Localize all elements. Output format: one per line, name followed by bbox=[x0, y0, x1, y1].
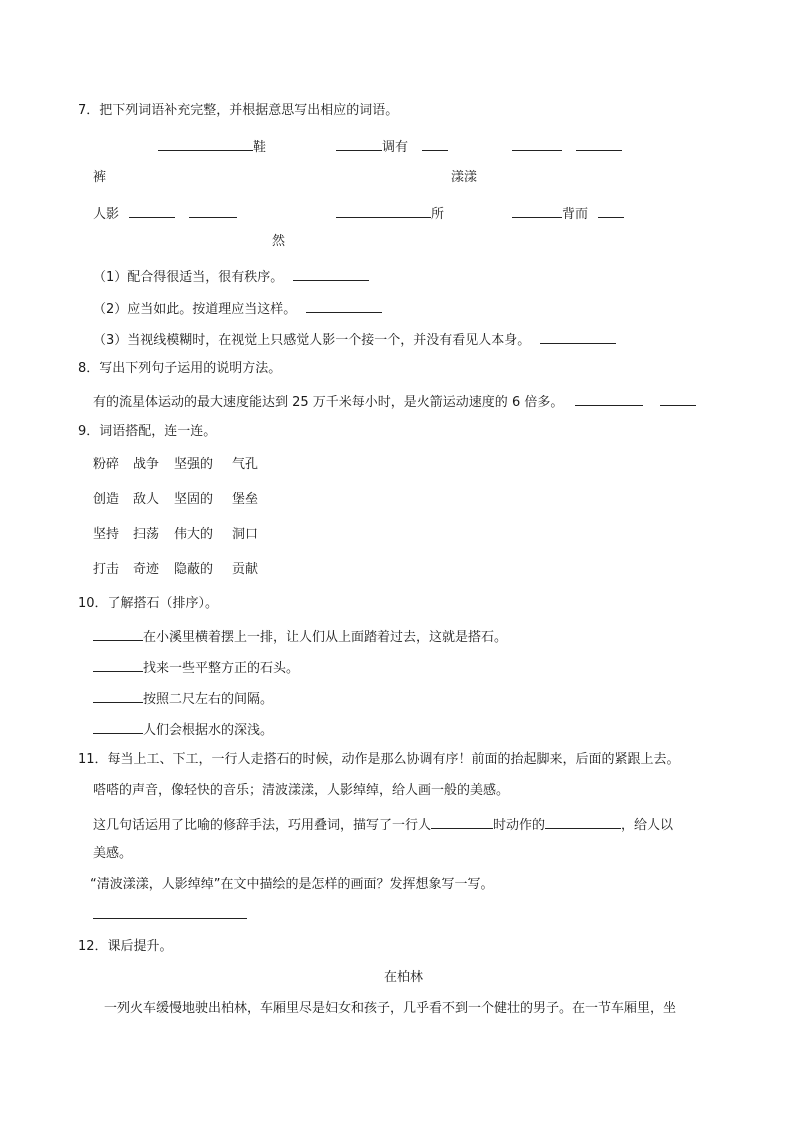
text: 时动作的 bbox=[493, 818, 546, 833]
item-text: 在小溪里横着摆上一排，让人们从上面踏着过去，这就是搭石。 bbox=[143, 630, 508, 645]
match-word[interactable]: 气孔 bbox=[232, 457, 259, 472]
q7-row2b-mid: 然 bbox=[272, 234, 286, 249]
q7-row1-item3 bbox=[512, 137, 622, 156]
answer-blank[interactable] bbox=[422, 137, 448, 151]
answer-blank[interactable] bbox=[598, 204, 624, 218]
q7-item-2 bbox=[93, 299, 382, 318]
q7-row2-item2 bbox=[336, 204, 444, 223]
q11-line5: “清波漾漾，人影绰绰”在文中描绘的是怎样的画面？发挥想象写一写。 bbox=[90, 877, 494, 892]
answer-blank[interactable] bbox=[93, 627, 143, 641]
q12-title: 12．课后提升。 bbox=[78, 939, 173, 954]
article-title: 在柏林 bbox=[384, 970, 424, 985]
q7-row2-item1 bbox=[93, 204, 237, 223]
q10-title: 10．了解搭石（排序）。 bbox=[78, 596, 219, 611]
q11-answer-line bbox=[93, 905, 247, 924]
text: 这几句话运用了比喻的修辞手法，巧用叠词，描写了一行人 bbox=[93, 818, 432, 833]
answer-blank[interactable] bbox=[545, 815, 621, 829]
item-text: （1）配合得很适当，很有秩序。 bbox=[93, 270, 284, 285]
answer-blank[interactable] bbox=[93, 689, 143, 703]
q11-line2: 嗒嗒的声音，像轻快的音乐；清波漾漾，人影绰绰，给人画一般的美感。 bbox=[93, 783, 510, 798]
answer-blank[interactable] bbox=[158, 137, 253, 151]
word-fragment: 背而 bbox=[562, 207, 589, 222]
answer-blank[interactable] bbox=[336, 204, 431, 218]
answer-blank[interactable] bbox=[189, 204, 237, 218]
q7-item-1 bbox=[93, 267, 369, 286]
match-word[interactable]: 敌人 bbox=[133, 492, 160, 507]
answer-blank[interactable] bbox=[306, 299, 382, 313]
match-word[interactable]: 扫荡 bbox=[133, 527, 160, 542]
q11-line3 bbox=[93, 815, 673, 834]
answer-blank[interactable] bbox=[336, 137, 382, 151]
article-paragraph: 一列火车缓慢地驶出柏林，车厢里尽是妇女和孩子，几乎看不到一个健壮的男子。在一节车厢里，坐 bbox=[104, 1001, 677, 1016]
answer-blank[interactable] bbox=[93, 905, 247, 919]
q10-item bbox=[93, 627, 507, 646]
q7-row1-item1 bbox=[158, 137, 266, 156]
q10-item bbox=[93, 720, 273, 739]
answer-blank[interactable] bbox=[540, 330, 616, 344]
answer-blank[interactable] bbox=[512, 137, 562, 151]
q7-row2-item3 bbox=[512, 204, 624, 223]
answer-blank[interactable] bbox=[293, 267, 369, 281]
match-word[interactable]: 伟大的 bbox=[174, 527, 214, 542]
answer-blank[interactable] bbox=[431, 815, 493, 829]
match-word[interactable]: 坚强的 bbox=[174, 457, 214, 472]
item-text: （2）应当如此。按道理应当这样。 bbox=[93, 302, 297, 317]
q8-sentence bbox=[93, 392, 696, 411]
q11-line4: 美感。 bbox=[93, 846, 133, 861]
item-text: 人们会根据水的深浅。 bbox=[143, 723, 274, 738]
q7-title: 7．把下列词语补充完整，并根据意思写出相应的词语。 bbox=[78, 103, 399, 118]
match-word[interactable]: 坚固的 bbox=[174, 492, 214, 507]
word-fragment: 鞋 bbox=[253, 140, 267, 155]
q7-row1-item2 bbox=[336, 137, 448, 156]
match-word[interactable]: 贡献 bbox=[232, 562, 259, 577]
match-word[interactable]: 奇迹 bbox=[133, 562, 160, 577]
q9-title: 9．词语搭配，连一连。 bbox=[78, 424, 217, 439]
q7-row1b-mid: 漾漾 bbox=[451, 170, 478, 185]
answer-blank[interactable] bbox=[576, 137, 622, 151]
match-word[interactable]: 战争 bbox=[133, 457, 160, 472]
answer-blank[interactable] bbox=[575, 392, 643, 406]
answer-blank[interactable] bbox=[129, 204, 175, 218]
answer-blank[interactable] bbox=[660, 392, 696, 406]
word-fragment: 所 bbox=[431, 207, 445, 222]
match-word[interactable]: 打击 bbox=[93, 562, 120, 577]
text: ，给人以 bbox=[621, 818, 674, 833]
match-word[interactable]: 堡垒 bbox=[232, 492, 259, 507]
word-fragment: 调有 bbox=[382, 140, 409, 155]
q8-title: 8．写出下列句子运用的说明方法。 bbox=[78, 361, 282, 376]
q11-line1: 11．每当上工、下工，一行人走搭石的时候，动作是那么协调有序！前面的抬起脚来，后面的紧跟上去。 bbox=[78, 752, 680, 767]
item-text: 按照二尺左右的间隔。 bbox=[143, 692, 274, 707]
item-text: （3）当视线模糊时，在视觉上只感觉人影一个接一个，并没有看见人本身。 bbox=[93, 333, 531, 348]
item-text: 找来一些平整方正的石头。 bbox=[143, 661, 300, 676]
q7-row1b-left: 裤 bbox=[93, 170, 107, 185]
match-word[interactable]: 粉碎 bbox=[93, 457, 120, 472]
answer-blank[interactable] bbox=[93, 658, 143, 672]
word-fragment: 人影 bbox=[93, 207, 120, 222]
match-word[interactable]: 洞口 bbox=[232, 527, 259, 542]
q10-item bbox=[93, 689, 273, 708]
q10-item bbox=[93, 658, 299, 677]
q7-item-3 bbox=[93, 330, 616, 349]
match-word[interactable]: 创造 bbox=[93, 492, 120, 507]
sentence-text: 有的流星体运动的最大速度能达到 25 万千米每小时，是火箭运动速度的 6 倍多。 bbox=[93, 395, 564, 410]
match-word[interactable]: 坚持 bbox=[93, 527, 120, 542]
answer-blank[interactable] bbox=[93, 720, 143, 734]
match-word[interactable]: 隐蔽的 bbox=[174, 562, 214, 577]
answer-blank[interactable] bbox=[512, 204, 562, 218]
